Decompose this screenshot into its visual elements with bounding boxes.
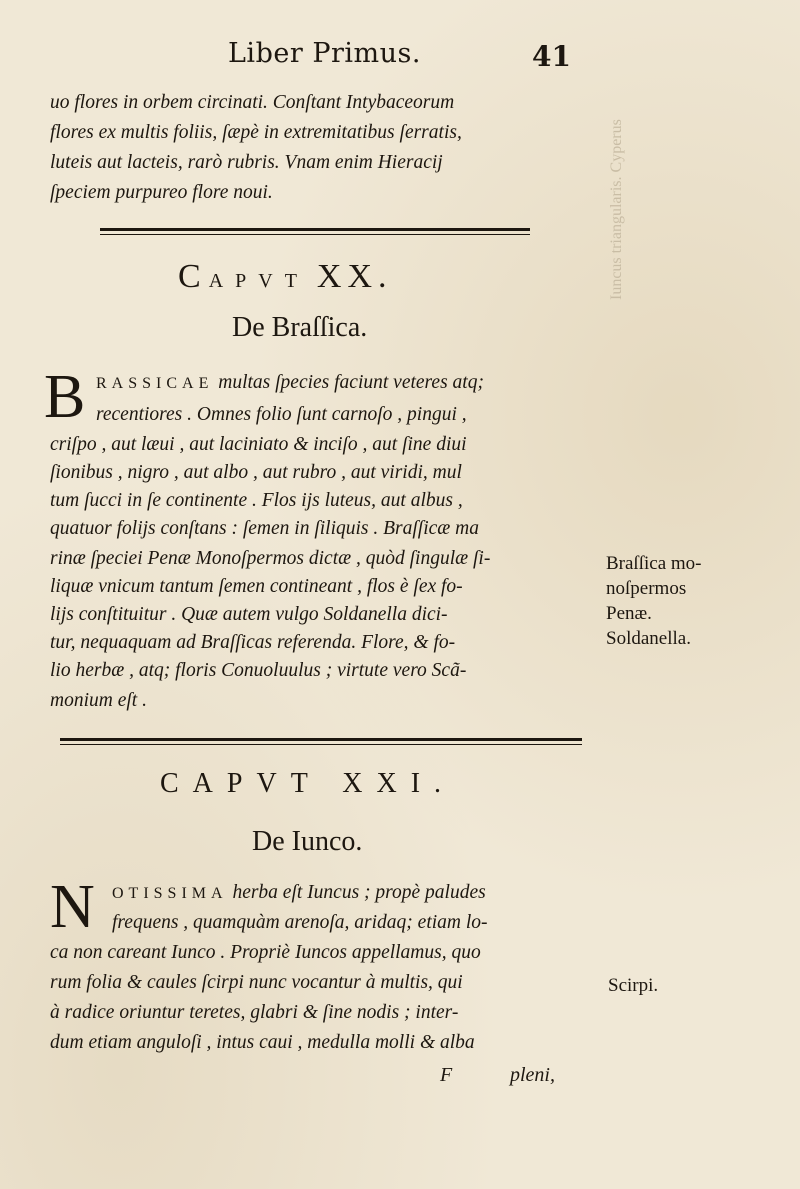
- text-line: lio herbæ , atq; floris Conuoluulus ; virtute vero Scã-: [50, 660, 467, 681]
- margin-note: Penæ.: [606, 603, 652, 624]
- text-line: tum ſucci in ſe continente . Flos ijs luteus, aut albus ,: [50, 490, 463, 511]
- chapter-subheading: De Braſſica.: [232, 312, 368, 343]
- chapter-heading: CAPVT XXI.: [160, 768, 456, 799]
- margin-note: Soldanella.: [606, 628, 691, 649]
- section-rule: [100, 228, 530, 231]
- signature-mark: F: [440, 1064, 453, 1086]
- text-line: monium eſt .: [50, 690, 147, 711]
- text-line: ſionibus , nigro , aut albo , aut rubro , aut viridi, mul: [50, 462, 462, 483]
- text-line: flores ex multis foliis, ſæpè in extremitatibus ſerratis,: [50, 122, 462, 143]
- catchword: pleni,: [510, 1064, 555, 1086]
- text-line: recentiores . Omnes folio ſunt carnoſo , pingui ,: [96, 404, 467, 425]
- chapter-heading: CAPVT XX.: [178, 258, 393, 295]
- show-through-text: Iuncus triangularis. Cyperus: [608, 119, 625, 300]
- first-word-caps: RASSICAE: [96, 375, 214, 392]
- text-line: rinæ ſpeciei Penæ Monoſpermos dictæ , quòd ſingulæ ſi-: [50, 548, 491, 569]
- text-line: liquæ vnicum tantum ſemen contineant , flos è ſex fo-: [50, 576, 463, 597]
- text-line: ca non careant Iunco . Propriè Iuncos appellamus, quo: [50, 942, 481, 963]
- text-line: frequens , quamquàm arenoſa, aridaq; etiam lo-: [112, 912, 488, 933]
- running-head: [0, 38, 800, 78]
- running-title: Liber Primus.: [228, 38, 421, 69]
- section-rule: [60, 738, 582, 741]
- margin-note: Braſſica mo-: [606, 553, 702, 574]
- text-line: luteis aut lacteis, rarò rubris. Vnam enim Hieracij: [50, 152, 443, 173]
- drop-cap: N: [50, 873, 95, 941]
- margin-note: Scirpi.: [608, 975, 659, 996]
- chapter-subheading: De Iunco.: [252, 826, 363, 857]
- section-rule-thin: [100, 234, 530, 235]
- text-line: ſpeciem purpureo flore noui.: [50, 182, 273, 203]
- text-line: à radice oriuntur teretes, glabri & ſine nodis ; inter-: [50, 1002, 459, 1023]
- text-line: OTISSIMA herba eſt Iuncus ; propè paludes: [112, 882, 486, 903]
- text-line: dum etiam anguloſi , intus caui , medulla molli & alba: [50, 1032, 475, 1053]
- text-line: quatuor folijs conſtans : ſemen in ſiliquis . Braſſicæ ma: [50, 518, 479, 539]
- first-word-caps: OTISSIMA: [112, 885, 228, 902]
- page-number: 41: [532, 40, 571, 73]
- text-line: rum folia & caules ſcirpi nunc vocantur à multis, qui: [50, 972, 463, 993]
- text-line: uo flores in orbem circinati. Conſtant Intybaceorum: [50, 92, 455, 113]
- text-line: criſpo , aut læui , aut laciniato & inciſo , aut ſine diui: [50, 434, 467, 455]
- text-line: lijs conſtituitur . Quæ autem vulgo Soldanella dici-: [50, 604, 448, 625]
- section-rule-thin: [60, 744, 582, 745]
- drop-cap: B: [44, 363, 86, 431]
- margin-note: noſpermos: [606, 578, 687, 599]
- text-line: tur, nequaquam ad Braſſicas referenda. Flore, & fo-: [50, 632, 456, 653]
- text-line: RASSICAE multas ſpecies faciunt veteres atq;: [96, 372, 484, 393]
